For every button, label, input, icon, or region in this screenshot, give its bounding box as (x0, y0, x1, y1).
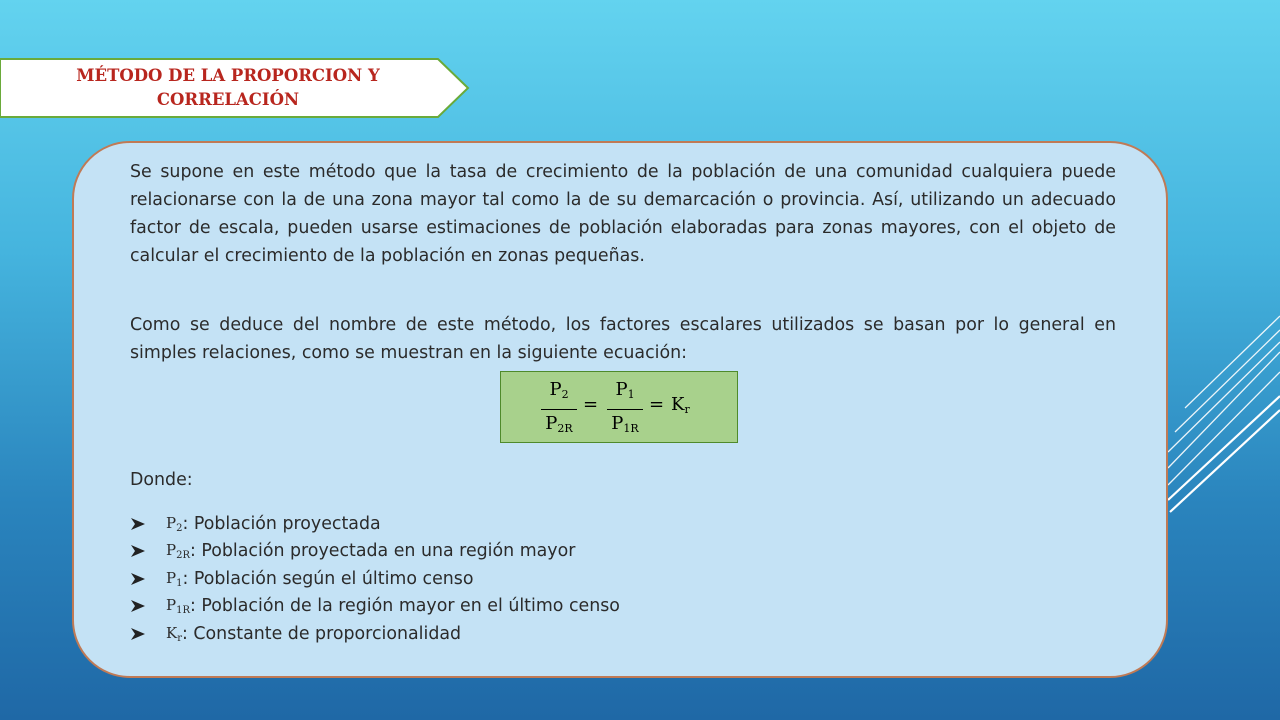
arrow-bullet-icon (130, 516, 146, 532)
list-item (130, 565, 620, 593)
paragraph-equation-intro: Como se deduce del nombre de este método, los factores escalares utilizados se basan por lo general en simples relaciones, como se muestran en la siguiente ecuación: (130, 315, 1116, 363)
numerator-p2: $P_2$ (549, 379, 569, 401)
list-item (130, 593, 620, 621)
title-line-1: MÉTODO DE LA PROPORCION Y (76, 66, 380, 85)
variable-symbol: $P_{2R}$ (166, 541, 190, 562)
title-line-2: CORRELACIÓN (156, 90, 300, 109)
slide-title (18, 64, 438, 112)
denominator-p1r: $P_{1R}$ (611, 413, 639, 435)
fraction-bar (541, 409, 577, 410)
paragraph-description: Se supone en este método que la tasa de crecimiento de la población de una comunidad cualquiera puede relacionarse con la de una zona mayor tal como la de su demarcación o provincia. Así, utilizando un adecuado factor de escala, pueden usarse estimaciones de población elaboradas para zonas mayores, con el objeto de calcular el crecimiento de la población en zonas pequeñas. (130, 162, 1116, 266)
definition-text: : Población según el último censo (182, 568, 474, 589)
variable-symbol: $P_{1R}$ (166, 596, 190, 617)
equals-sign-2: = (649, 394, 665, 415)
equals-sign-1: = (583, 394, 599, 415)
variable-symbol: $P_2$ (166, 513, 183, 534)
definitions-list (130, 510, 620, 648)
list-item (130, 620, 620, 648)
fraction-p1-over-p1r (607, 378, 643, 441)
fraction-bar (607, 409, 643, 410)
arrow-bullet-icon (130, 571, 146, 587)
constant-kr: $K_r$ (671, 394, 690, 416)
arrow-bullet-icon (130, 543, 146, 559)
definition-text: : Población de la región mayor en el último censo (190, 596, 620, 617)
variable-symbol: $P_1$ (166, 568, 183, 589)
equation-box (500, 371, 738, 443)
definition-text: : Constante de proporcionalidad (182, 623, 462, 644)
arrow-bullet-icon (130, 626, 146, 642)
arrow-bullet-icon (130, 598, 146, 614)
donde-label: Donde: (130, 470, 193, 490)
definition-text: : Población proyectada (182, 513, 381, 534)
list-item (130, 510, 620, 538)
variable-symbol: $K_r$ (166, 623, 182, 644)
numerator-p1: $P_1$ (615, 379, 635, 401)
list-item (130, 538, 620, 566)
fraction-p2-over-p2r (541, 378, 577, 441)
definition-text: : Población proyectada en una región mayor (190, 541, 576, 562)
denominator-p2r: $P_{2R}$ (545, 413, 573, 435)
